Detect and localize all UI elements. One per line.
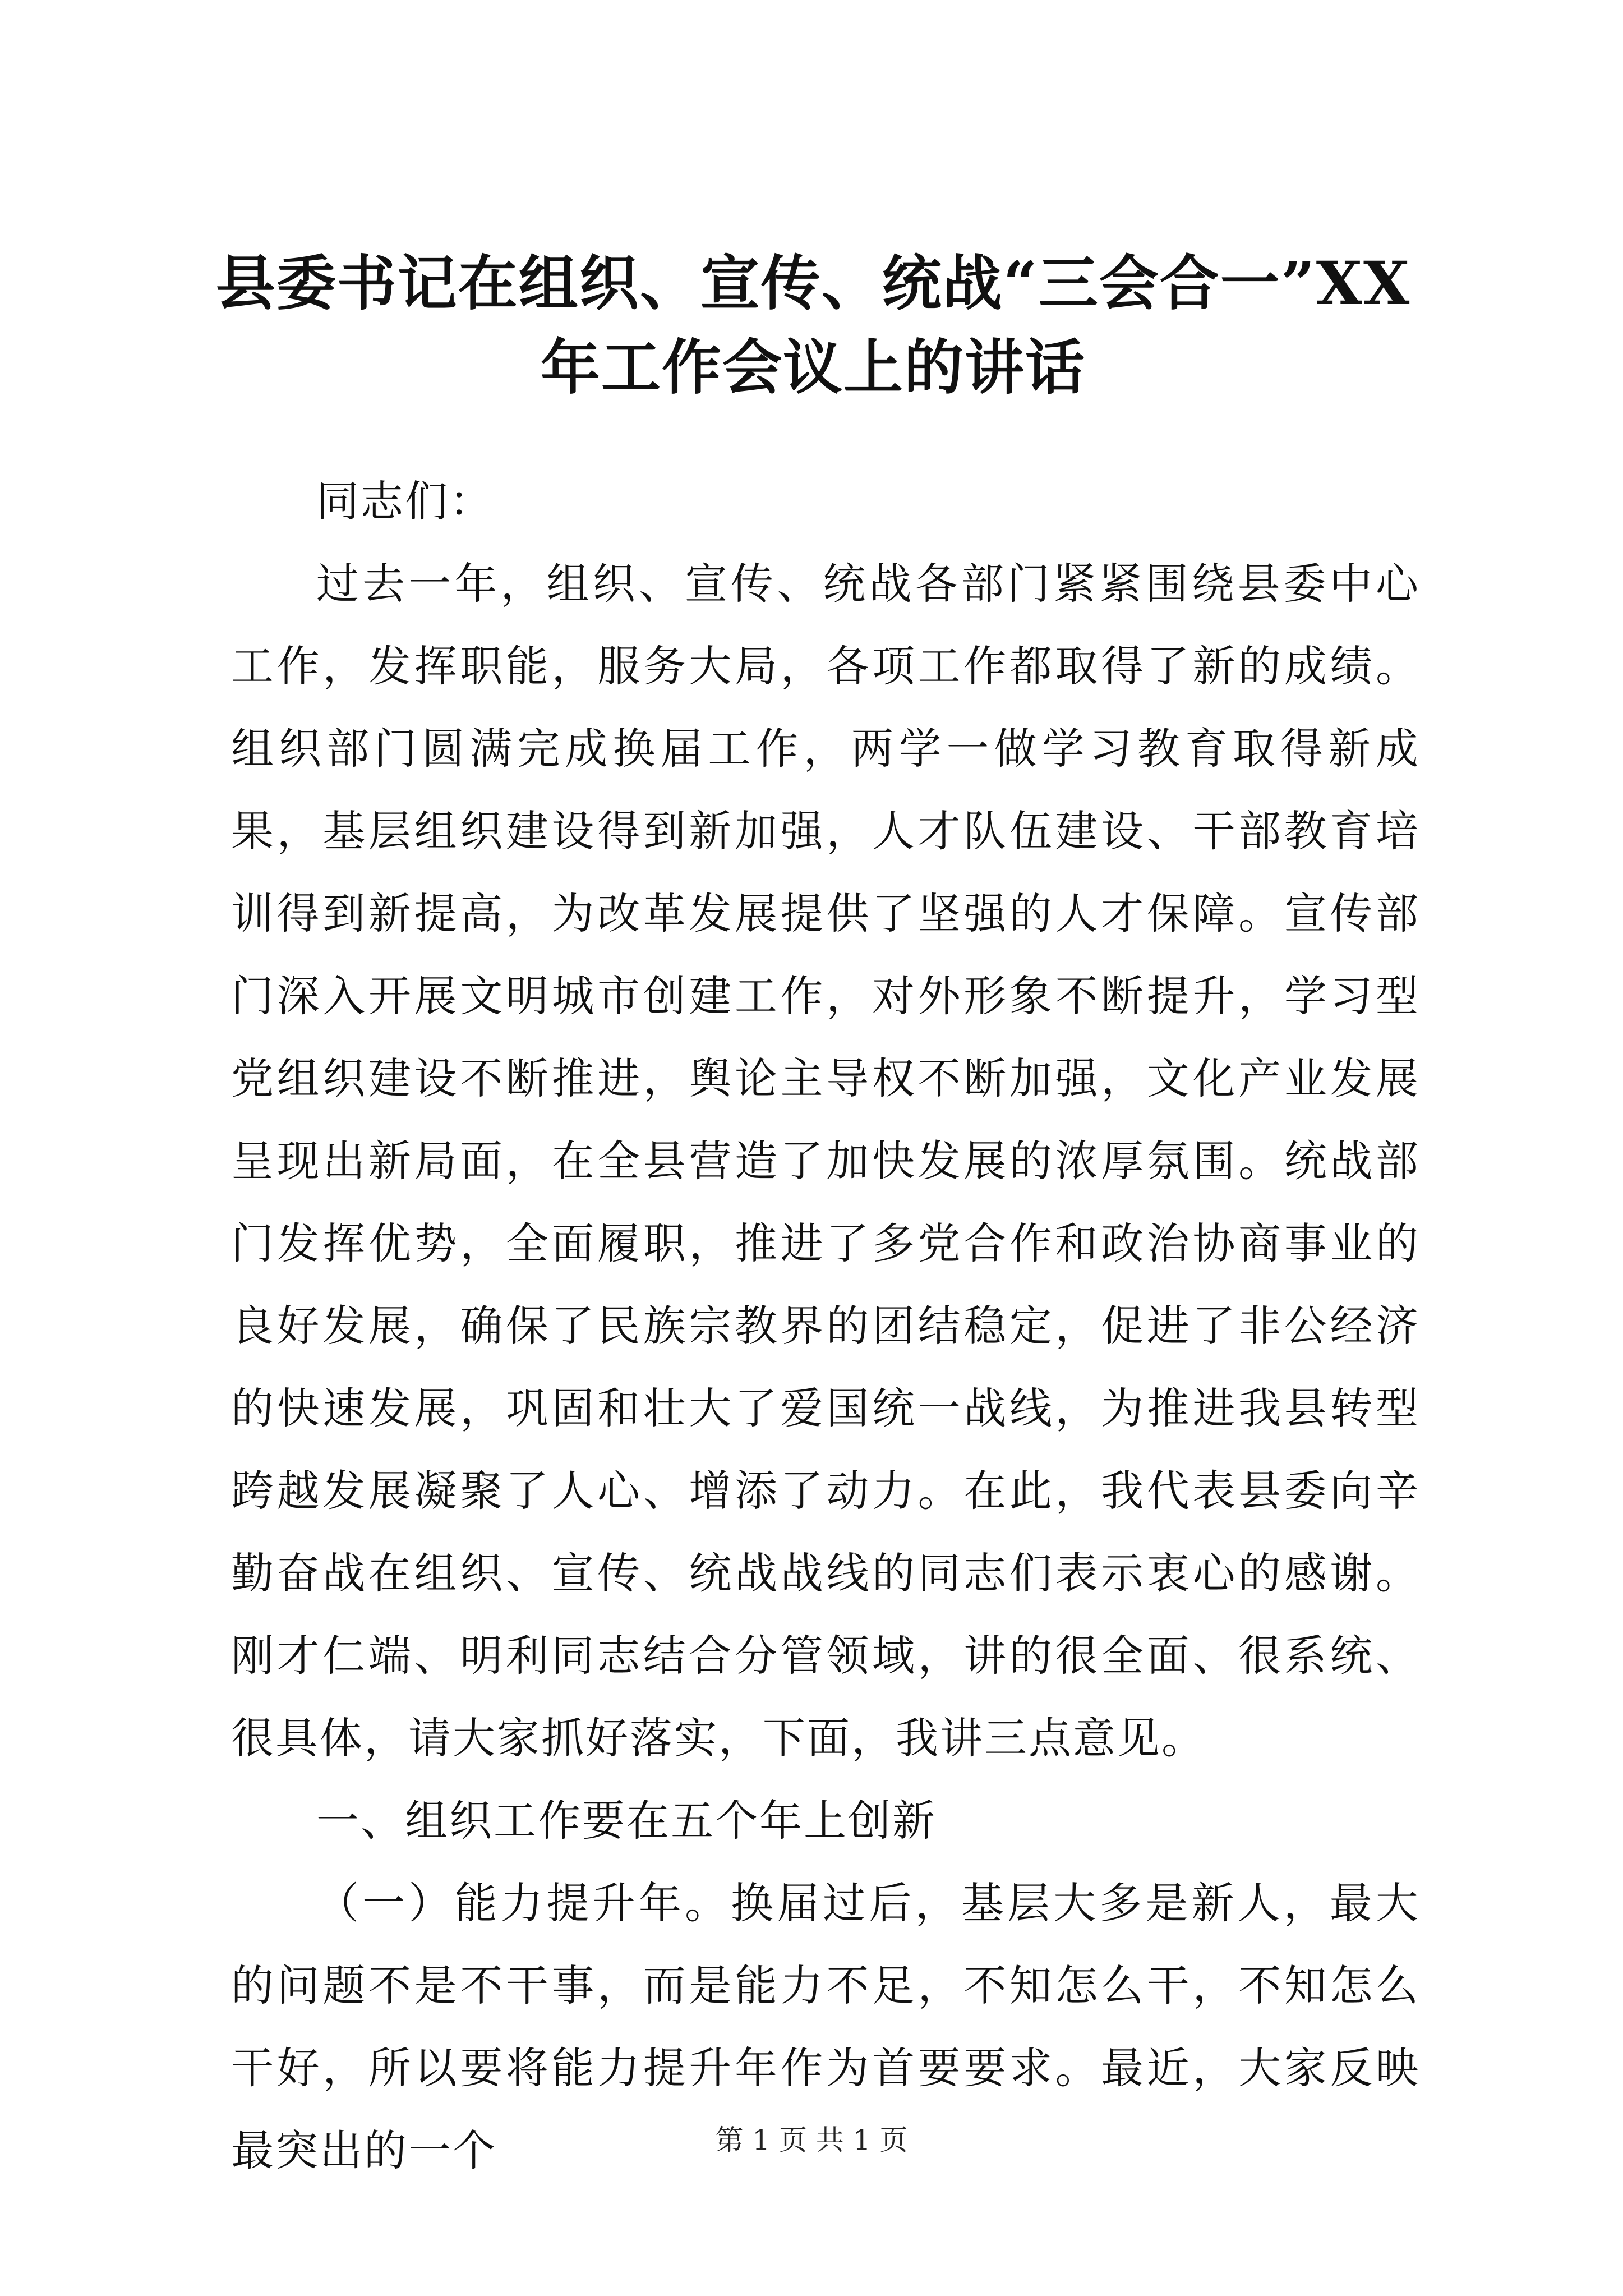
body-paragraph: 过去一年，组织、宣传、统战各部门紧紧围绕县委中心工作，发挥职能，服务大局，各项工作都取得了新的成绩。组织部门圆满完成换届工作，两学一做学习教育取得新成果，基层组织建设得到新加强，人才队伍建设、干部教育培训得到新提高，为改革发展提供了坚强的人才保障。宣传部门深入开展文明城市创建工作，对外形象不断提升，学习型党组织建设不断推进，舆论主导权不断加强，文化产业发展呈现出新局面，在全县营造了加快发展的浓厚氛围。统战部门发挥优势，全面履职，推进了多党合作和政治协商事业的良好发展，确保了民族宗教界的团结稳定，促进了非公经济的快速发展，巩固和壮大了爱国统一战线，为推进我县转型跨越发展凝聚了人心、增添了动力。在此，我代表县委向辛勤奋战在组织、宣传、统战战线的同志们表示衷心的感谢。刚才仁端、明利同志结合分管领域，讲的很全面、很系统、很具体，请大家抓好落实，下面，我讲三点意见。 xyxy=(231,559,1420,1763)
salutation: 同志们： xyxy=(316,476,494,526)
section-heading: 一、组织工作要在五个年上创新 xyxy=(316,1796,937,1846)
title-line-1: 县委书记在组织、宣传、统战“三会合一”XX xyxy=(215,248,1411,318)
page-footer: 第 1 页 共 1 页 xyxy=(715,2124,908,2156)
body-paragraph: （一）能力提升年。换届过后，基层大多是新人，最大的问题不是不干事，而是能力不足，不知怎么干，不知怎么干好，所以要将能力提升年作为首要要求。最近，大家反映最突出的一个 xyxy=(231,1878,1420,2175)
document-body xyxy=(231,460,1420,2192)
document-title xyxy=(168,241,1458,409)
title-line-2: 年工作会议上的讲话 xyxy=(541,332,1086,402)
